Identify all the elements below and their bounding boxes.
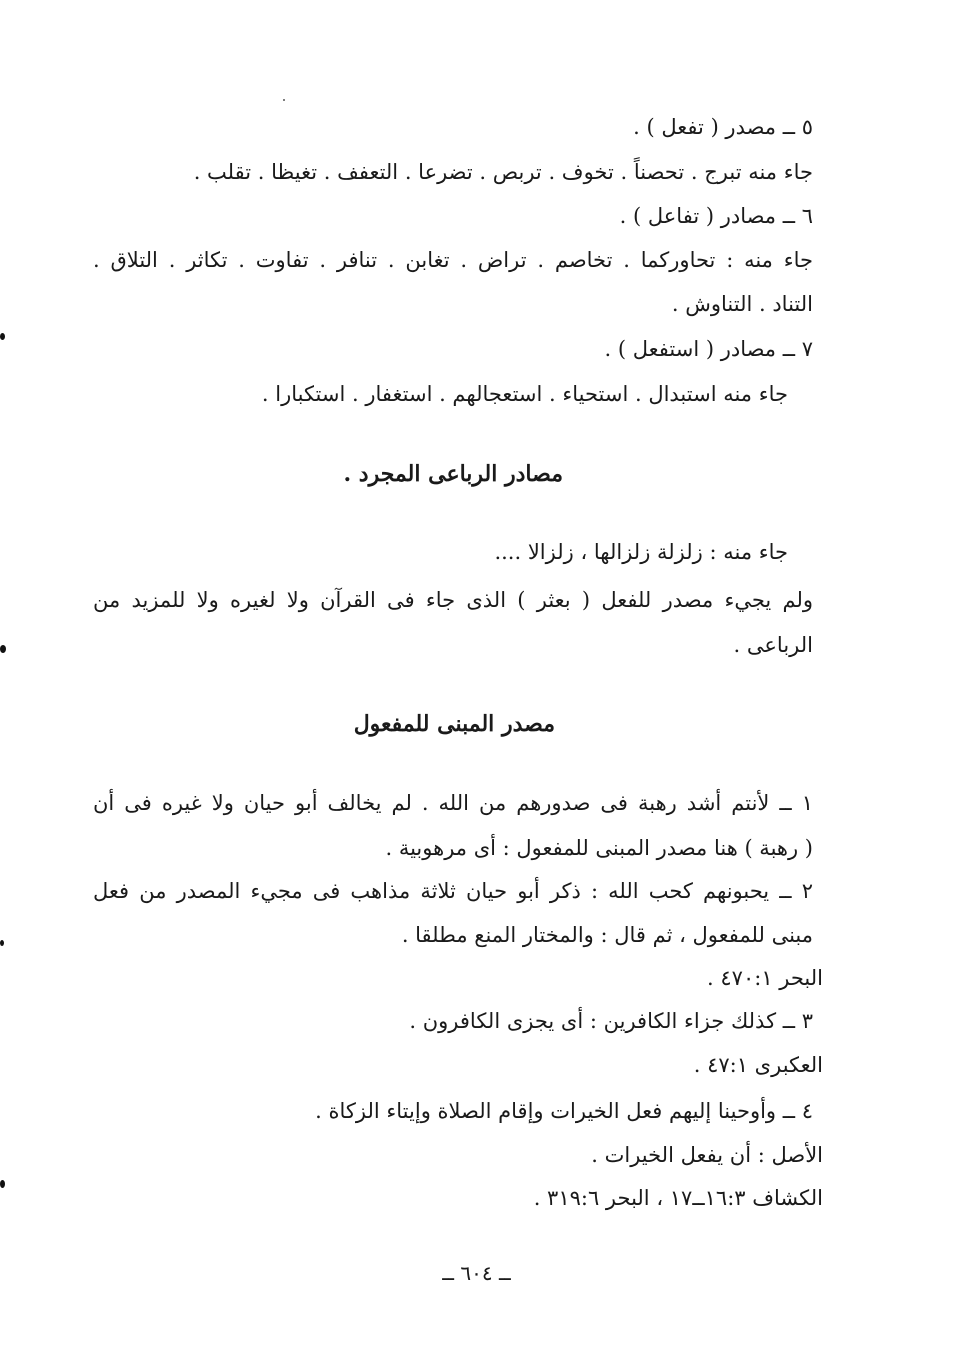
- mabni-item-1-line-2: ( رهبة ) هنا مصدر المبنى للمفعول : أى مرهوبية .: [385, 836, 813, 860]
- mabni-item-3-line-1: ٣ ــ كذلك جزاء الكافرين : أى يجزى الكافرون .: [409, 1009, 813, 1033]
- mabni-item-4-reference: الكشاف ١٦:٣ــ١٧ ، البحر ٣١٩:٦ .: [533, 1186, 823, 1210]
- mabni-item-4-line-2: الأصل : أن يفعل الخيرات .: [591, 1143, 823, 1167]
- item-6-examples-line-2: التناد . التناوش .: [671, 292, 813, 316]
- mabni-item-3-reference: العكبرى ٤٧:١ .: [693, 1053, 823, 1077]
- mabni-item-2-line-2: مبنى للمفعول ، ثم قال : والمختار المنع مطلقا .: [401, 923, 813, 947]
- scan-speck: [0, 333, 5, 340]
- section-heading-ruba3i: مصادر الرباعى المجرد .: [343, 461, 563, 487]
- scan-speck: [0, 645, 6, 653]
- section-heading-mabni: مصدر المبنى للمفعول: [353, 711, 555, 737]
- item-6-examples-line-1: جاء منه : تحاوركما . تخاصم . تراض . تغابن . تنافر . تفاوت . تكاثر . التلاق .: [93, 248, 813, 272]
- scan-speck: [283, 99, 285, 101]
- scan-speck: [0, 940, 4, 946]
- ruba3i-line-2: ولم يجيء مصدر للفعل ( بعثر ) الذى جاء فى القرآن ولا لغيره ولا للمزيد من: [93, 588, 813, 612]
- scan-speck: [0, 1180, 5, 1188]
- item-7-title: ٧ ــ مصادر ( استفعل ) .: [604, 337, 813, 361]
- mabni-item-4-line-1: ٤ ــ وأوحينا إليهم فعل الخيرات وإقام الصلاة وإيتاء الزكاة .: [315, 1099, 813, 1123]
- item-6-title: ٦ ــ مصادر ( تفاعل ) .: [619, 204, 813, 228]
- mabni-item-2-reference: البحر ٤٧٠:١ .: [707, 966, 823, 990]
- item-7-examples: جاء منه استبدال . استحياء . استعجالهم . استغفار . استكبارا .: [261, 382, 788, 406]
- item-5-examples: جاء منه تبرج . تحصناً . تخوف . تربص . تضرعا . التعفف . تغيظا . تقلب .: [193, 160, 813, 184]
- mabni-item-1-line-1: ١ ــ لأنتم أشد رهبة فى صدورهم من الله . لم يخالف أبو حيان ولا غيره فى أن: [93, 791, 813, 815]
- ruba3i-line-1: جاء منه : زلزلة زلزالها ، زلزالا ....: [494, 540, 788, 564]
- mabni-item-2-line-1: ٢ ــ يحبونهم كحب الله : ذكر أبو حيان ثلاثة مذاهب فى مجيء المصدر من فعل: [93, 879, 813, 903]
- ruba3i-line-3: الرباعى .: [733, 633, 813, 657]
- page-number: ــ ٦٠٤ ــ: [442, 1261, 511, 1285]
- item-5-title: ٥ ــ مصدر ( تفعل ) .: [633, 115, 813, 139]
